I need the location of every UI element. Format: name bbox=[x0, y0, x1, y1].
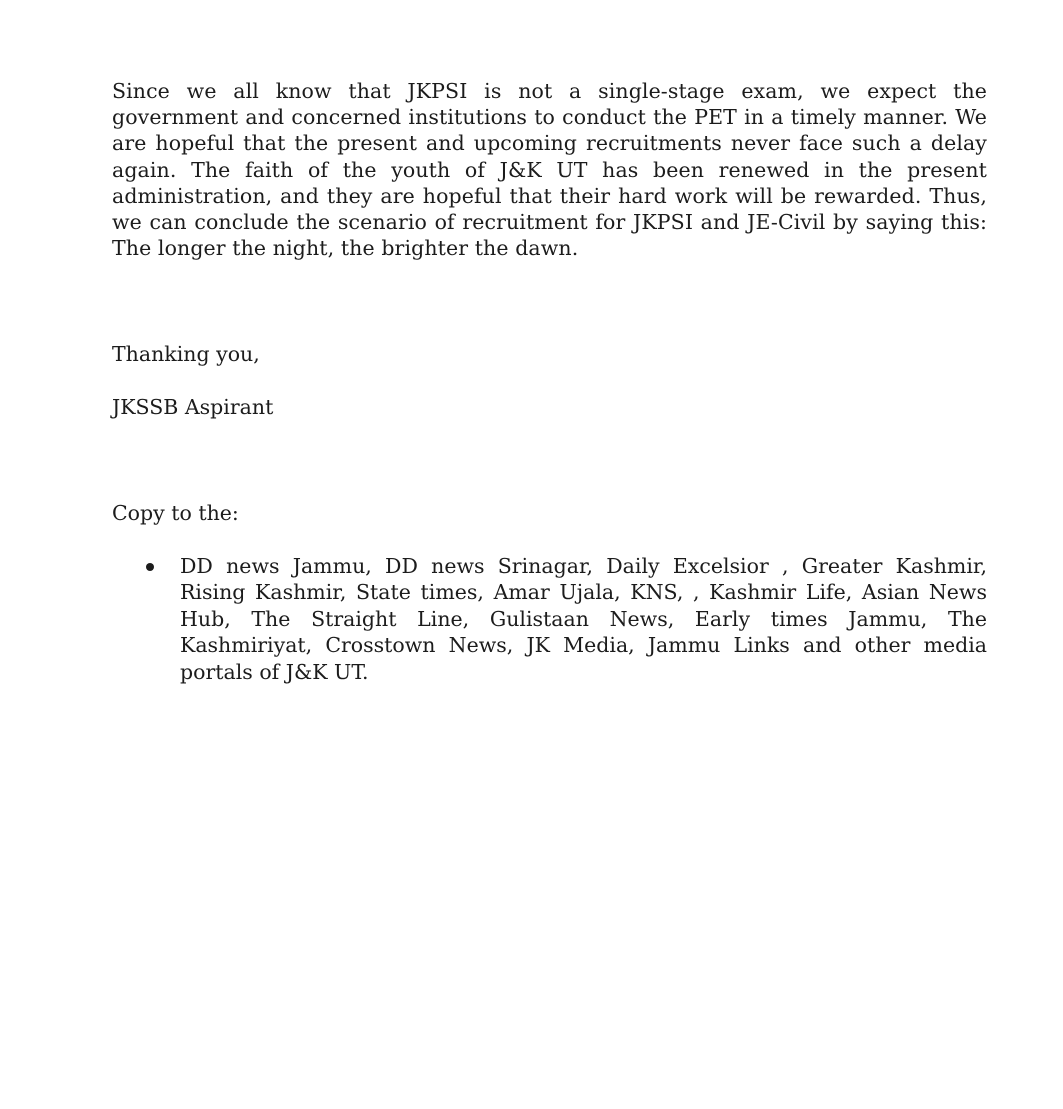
list-item bbox=[112, 553, 987, 685]
signature-line: JKSSB Aspirant bbox=[112, 395, 274, 419]
copy-to-list bbox=[112, 553, 987, 685]
bullet-icon bbox=[146, 563, 154, 571]
list-item-text: DD news Jammu, DD news Srinagar, Daily Excelsior , Greater Kashmir, Rising Kashmir, State times, Amar Ujala, KNS, , Kashmir Life, Asian News Hub, The Straight Line, Gulistaan News, Early times Jammu, The Kashmiriyat, Crosstown News, JK Media, Jammu Links and other media portals of J&K UT. bbox=[180, 554, 987, 684]
copy-to-heading: Copy to the: bbox=[112, 501, 239, 525]
body-paragraph: Since we all know that JKPSI is not a single-stage exam, we expect the government and concerned institutions to conduct the PET in a timely manner. We are hopeful that the present and upcoming recruitments never face such a delay again. The faith of the youth of J&K UT has been renewed in the present administration, and they are hopeful that their hard work will be rewarded. Thus, we can conclude the scenario of recruitment for JKPSI and JE-Civil by saying this: The longer the night, the brighter the dawn. bbox=[112, 79, 987, 261]
closing-line: Thanking you, bbox=[112, 342, 260, 366]
